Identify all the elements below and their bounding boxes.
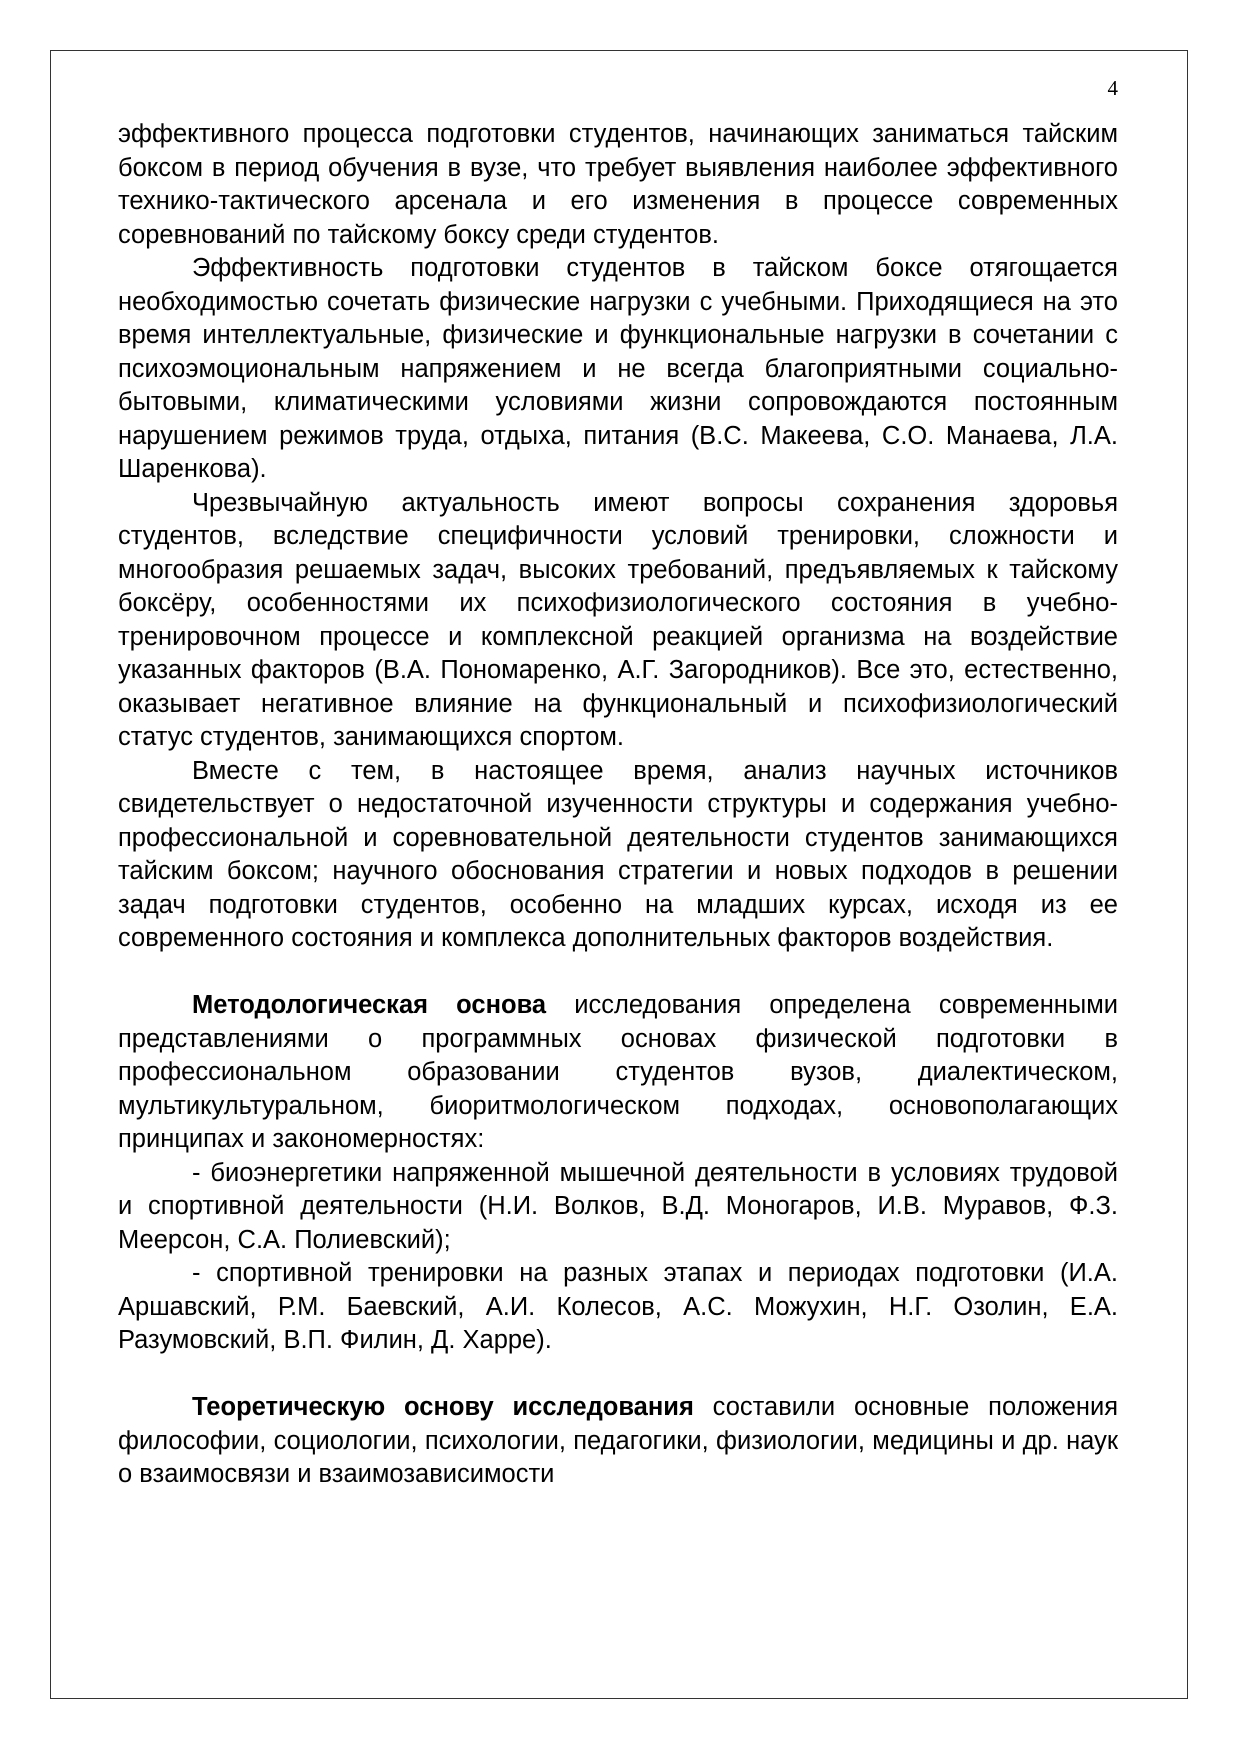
list-item-bioenergetics: - биоэнергетики напряженной мышечной деятельности в условиях трудовой и спортивной деятельности (Н.И. Волков, В.Д. Моногаров, И.В. Муравов, Ф.З. Меерсон, С.А. Полиевский); bbox=[118, 1158, 1118, 1254]
document-body bbox=[118, 118, 1118, 1492]
methodology-text: исследования определена современными представлениями о программных основах физической подготовки в профессиональном образовании студентов вузов, диалектическом, мультикультуральном, биоритмологическом подходах, основополагающих принципах и закономерностях: bbox=[118, 991, 1118, 1153]
page-number: 4 bbox=[1107, 76, 1118, 100]
paragraph-analysis: Вместе с тем, в настоящее время, анализ научных источников свидетельствует о недостаточной изученности структуры и содержания учебно-профессиональной и соревновательной деятельности студентов занимающихся тайским боксом; научного обоснования стратегии и новых подходов в решении задач подготовки студентов, особенно на младших курсах, исходя из ее современного состояния и комплекса дополнительных факторов воздействия. bbox=[118, 756, 1118, 952]
paragraph-theory bbox=[118, 1391, 1118, 1492]
paragraph-efficiency: Эффективность подготовки студентов в тайском боксе отягощается необходимостью сочетать физические нагрузки с учебными. Приходящиеся на это время интеллектуальные, физические и функциональные нагрузки в сочетании с психоэмоциональным напряжением и не всегда благоприятными социально-бытовыми, климатическими условиями жизни сопровождаются постоянным нарушением режимов труда, отдыха, питания (В.С. Макеева, С.О. Манаева, Л.А. Шаренкова). bbox=[118, 254, 1118, 483]
theory-text: составили основные положения философии, социологии, психологии, педагогики, физиологии, медицины и др. наук о взаимосвязи и взаимозависимости bbox=[118, 1393, 1118, 1488]
paragraph-relevance: Чрезвычайную актуальность имеют вопросы сохранения здоровья студентов, вследствие специфичности условий тренировки, сложности и многообразия решаемых задач, высоких требований, предъявляемых к тайскому боксёру, особенностями их психофизиологического состояния в учебно-тренировочном процессе и комплексной реакцией организма на воздействие указанных факторов (В.А. Пономаренко, А.Г. Загородников). Все это, естественно, оказывает негативное влияние на функциональный и психофизиологический статус студентов, занимающихся спортом. bbox=[118, 488, 1118, 751]
methodology-heading: Методологическая основа bbox=[192, 991, 547, 1019]
paragraph-gap bbox=[118, 956, 1118, 990]
paragraph-gap bbox=[118, 1358, 1118, 1392]
theory-heading: Теоретическую основу исследования bbox=[192, 1393, 694, 1421]
paragraph-methodology bbox=[118, 989, 1118, 1157]
paragraph-continuation: эффективного процесса подготовки студентов, начинающих заниматься тайским боксом в период обучения в вузе, что требует выявления наиболее эффективного технико-тактического арсенала и его изменения в процессе современных соревнований по тайскому боксу среди студентов. bbox=[118, 120, 1118, 249]
list-item-training: - спортивной тренировки на разных этапах и периодах подготовки (И.А. Аршавский, Р.М. Баевский, А.И. Колесов, А.С. Можухин, Н.Г. Озолин, Е.А. Разумовский, В.П. Филин, Д. Харре). bbox=[118, 1259, 1118, 1354]
